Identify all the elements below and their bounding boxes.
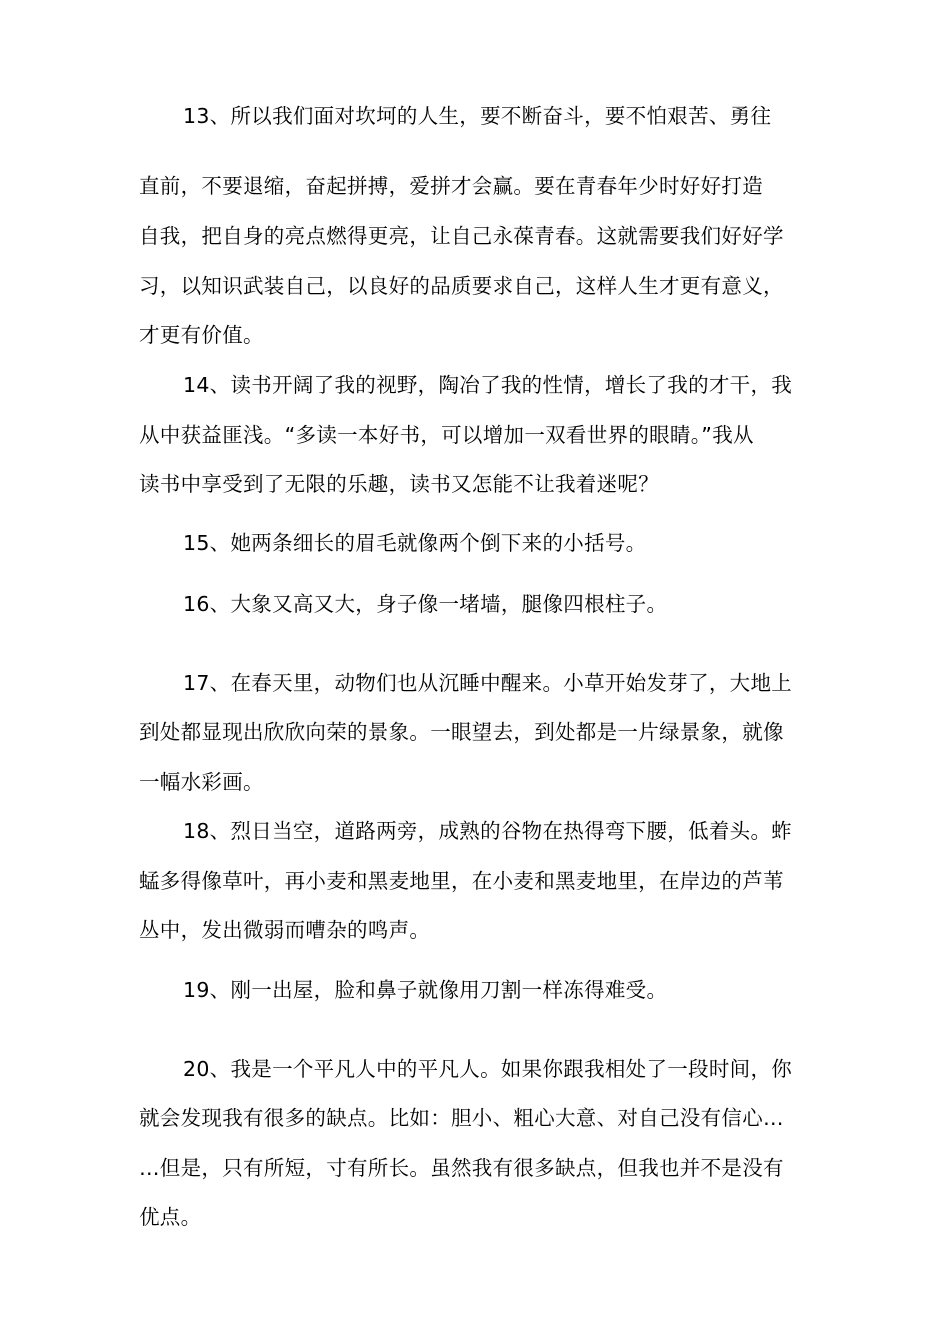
paragraph-18-line-2: 蜢多得像草叶，再小麦和黑麦地里，在小麦和黑麦地里，在岸边的芦苇 — [139, 869, 784, 893]
paragraph-17-line-2: 到处都显现出欣欣向荣的景象。一眼望去，到处都是一片绿景象，就像 — [139, 720, 784, 744]
paragraph-20-line-3: …但是，只有所短，寸有所长。虽然我有很多缺点，但我也并不是没有 — [139, 1156, 784, 1180]
paragraph-18-line-3: 丛中，发出微弱而嘈杂的鸣声。 — [139, 918, 431, 942]
paragraph-20-line-1: 20、我是一个平凡人中的平凡人。如果你跟我相处了一段时间，你 — [183, 1057, 793, 1081]
paragraph-13-line-5: 才更有价值。 — [139, 323, 264, 347]
paragraph-18-line-1: 18、烈日当空，道路两旁，成熟的谷物在热得弯下腰，低着头。蚱 — [183, 819, 793, 843]
paragraph-19-line-1: 19、刚一出屋，脸和鼻子就像用刀割一样冻得难受。 — [183, 978, 668, 1002]
paragraph-14-line-2: 从中获益匪浅。“多读一本好书，可以增加一双看世界的眼睛。”我从 — [139, 423, 754, 447]
paragraph-13-line-3: 自我，把自身的亮点燃得更亮，让自己永葆青春。这就需要我们好好学 — [139, 224, 784, 248]
paragraph-13-line-1: 13、所以我们面对坎坷的人生，要不断奋斗，要不怕艰苦、勇往 — [183, 104, 772, 128]
paragraph-17-line-1: 17、在春天里，动物们也从沉睡中醒来。小草开始发芽了，大地上 — [183, 671, 793, 695]
paragraph-13-line-4: 习，以知识武装自己，以良好的品质要求自己，这样人生才更有意义， — [139, 274, 784, 298]
paragraph-17-line-3: 一幅水彩画。 — [139, 770, 264, 794]
paragraph-13-line-2: 直前，不要退缩，奋起拼搏，爱拼才会赢。要在青春年少时好好打造 — [139, 174, 763, 198]
paragraph-14-line-1: 14、读书开阔了我的视野，陶冶了我的性情，增长了我的才干，我 — [183, 373, 793, 397]
paragraph-15-line-1: 15、她两条细长的眉毛就像两个倒下来的小括号。 — [183, 531, 647, 555]
paragraph-16-line-1: 16、大象又高又大，身子像一堵墙，腿像四根柱子。 — [183, 592, 668, 616]
paragraph-20-line-2: 就会发现我有很多的缺点。比如：胆小、粗心大意、对自己没有信心… — [139, 1106, 784, 1130]
paragraph-14-line-3: 读书中享受到了无限的乐趣，读书又怎能不让我着迷呢？ — [139, 472, 659, 496]
paragraph-20-line-4: 优点。 — [139, 1205, 202, 1229]
